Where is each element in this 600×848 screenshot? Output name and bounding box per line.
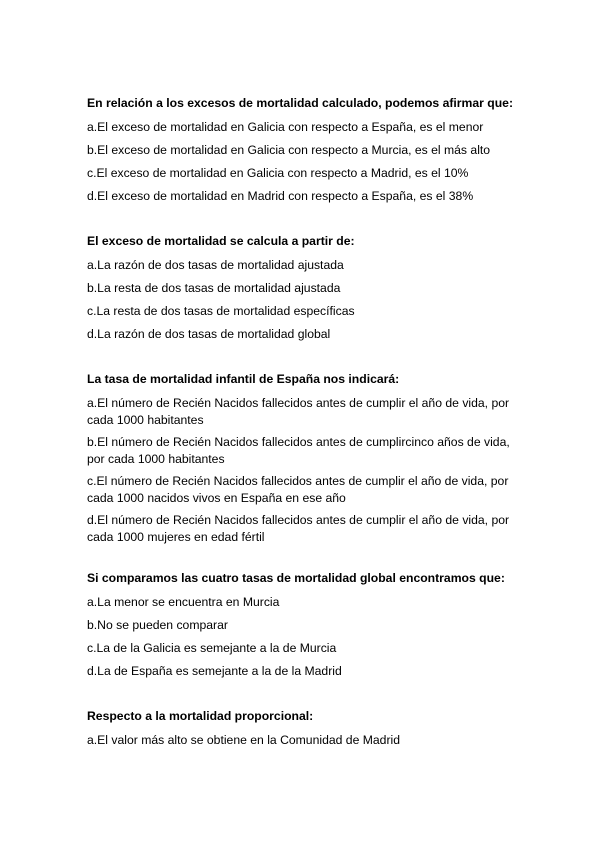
answer-option: d.La razón de dos tasas de mortalidad global xyxy=(87,327,331,341)
question-title: El exceso de mortalidad se calcula a partir de: xyxy=(87,234,355,248)
question-title: Respecto a la mortalidad proporcional: xyxy=(87,709,314,723)
answer-option: d.El exceso de mortalidad en Madrid con respecto a España, es el 38% xyxy=(87,189,474,203)
answer-option: b.La resta de dos tasas de mortalidad ajustada xyxy=(87,281,341,295)
answer-option: d.El número de Recién Nacidos fallecidos antes de cumplir el año de vida, por cada 1000 mujeres en edad fértil xyxy=(87,513,510,544)
question-title: La tasa de mortalidad infantil de España nos indicará: xyxy=(87,372,400,386)
answer-option: a.El valor más alto se obtiene en la Comunidad de Madrid xyxy=(87,733,400,747)
question-title: En relación a los excesos de mortalidad calculado, podemos afirmar que: xyxy=(87,96,514,110)
answer-option: a.El exceso de mortalidad en Galicia con respecto a España, es el menor xyxy=(87,120,484,134)
answer-option: c.El exceso de mortalidad en Galicia con respecto a Madrid, es el 10% xyxy=(87,166,469,180)
question-2 xyxy=(87,233,527,349)
question-3 xyxy=(87,371,527,551)
answer-option: c.La de la Galicia es semejante a la de Murcia xyxy=(87,641,337,655)
question-5 xyxy=(87,708,527,755)
answer-option: c.El número de Recién Nacidos fallecidos antes de cumplir el año de vida, por cada 1000 nacidos vivos en España en ese año xyxy=(87,474,509,505)
answer-option: a.La menor se encuentra en Murcia xyxy=(87,595,280,609)
answer-option: c.La resta de dos tasas de mortalidad específicas xyxy=(87,304,355,318)
answer-option: a.El número de Recién Nacidos fallecidos antes de cumplir el año de vida, por cada 1000 habitantes xyxy=(87,396,510,427)
answer-option: a.La razón de dos tasas de mortalidad ajustada xyxy=(87,258,344,272)
question-4 xyxy=(87,570,527,686)
answer-option: b.El exceso de mortalidad en Galicia con respecto a Murcia, es el más alto xyxy=(87,143,491,157)
question-1 xyxy=(87,95,527,211)
answer-option: d.La de España es semejante a la de la Madrid xyxy=(87,664,342,678)
question-title: Si comparamos las cuatro tasas de mortalidad global encontramos que: xyxy=(87,571,505,585)
answer-option: b.El número de Recién Nacidos fallecidos antes de cumplircinco años de vida, por cada 1000 habitantes xyxy=(87,435,510,466)
answer-option: b.No se pueden comparar xyxy=(87,618,228,632)
